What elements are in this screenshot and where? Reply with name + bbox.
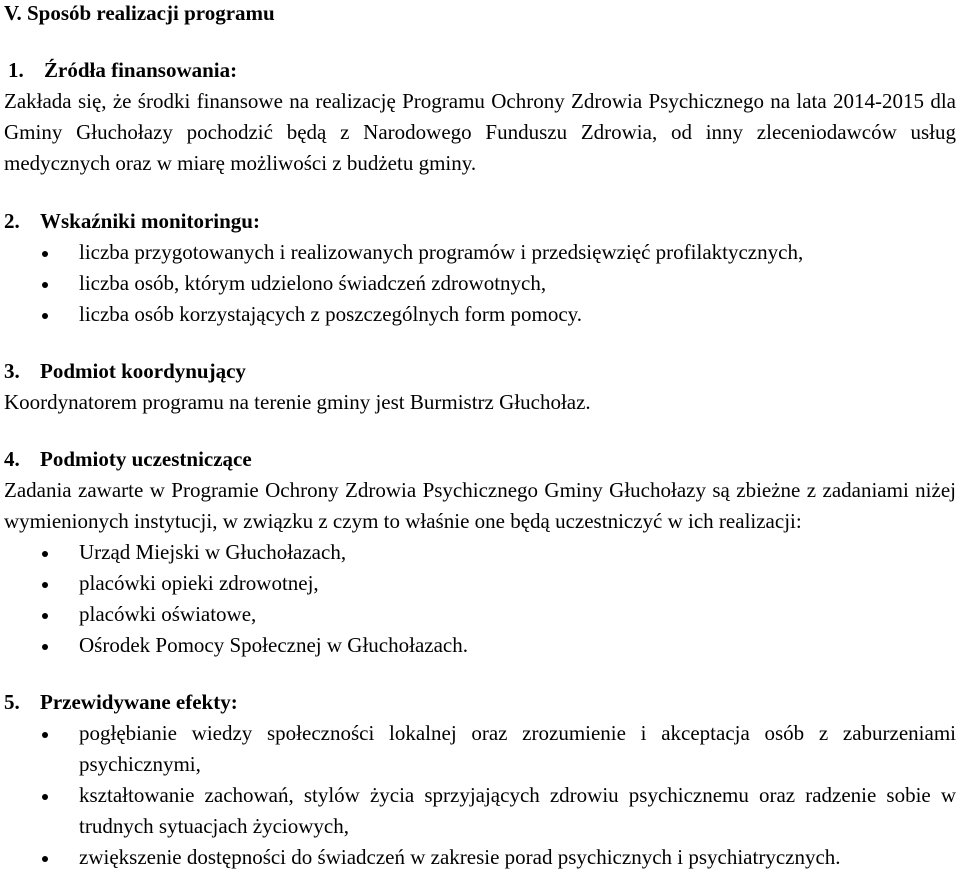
list-item: Urząd Miejski w Głuchołazach, — [4, 537, 956, 568]
section-funding — [4, 55, 956, 179]
section-body: Koordynatorem programu na terenie gminy jest Burmistrz Głuchołaz. — [4, 390, 591, 414]
section-body: Zadania zawarte w Programie Ochrony Zdrowia Psychicznego Gminy Głuchołazy są zbieżne z zadaniami niżej wymienionych instytucji, w związku z czym to właśnie one będą uczestniczyć w ich realizacji: — [4, 478, 956, 533]
section-heading — [4, 444, 956, 475]
bullet-icon — [42, 613, 48, 619]
bullet-icon — [42, 856, 48, 862]
bullet-icon — [42, 251, 48, 257]
list-item: Ośrodek Pomocy Społecznej w Głuchołazach. — [4, 630, 956, 661]
section-heading — [4, 356, 956, 387]
bullet-list — [4, 718, 956, 873]
section-title: Wskaźniki monitoringu: — [40, 209, 260, 233]
bullet-list — [4, 237, 956, 330]
section-number: 5. — [4, 690, 20, 714]
list-item: liczba osób korzystających z poszczególnych form pomocy. — [4, 299, 956, 330]
section-number: 2. — [4, 209, 20, 233]
section-number: 1. — [8, 58, 24, 82]
section-body: Zakłada się, że środki finansowe na realizację Programu Ochrony Zdrowia Psychicznego na lata 2014-2015 dla Gminy Głuchołazy pochodzić będą z Narodowego Funduszu Zdrowia, od inny zleceniodawców usług medycznych oraz w miarę możliwości z budżetu gminy. — [4, 89, 956, 175]
section-title: Przewidywane efekty: — [40, 690, 238, 714]
section-number: 3. — [4, 359, 20, 383]
section-title: Podmiot koordynujący — [40, 359, 246, 383]
list-item: liczba przygotowanych i realizowanych programów i przedsięwzięć profilaktycznych, — [4, 237, 956, 268]
bullet-icon — [42, 282, 48, 288]
section-participants — [4, 444, 956, 661]
document-title: V. Sposób realizacji programu — [4, 1, 275, 25]
section-heading — [4, 206, 956, 237]
list-item: placówki opieki zdrowotnej, — [4, 568, 956, 599]
section-heading — [4, 55, 956, 86]
list-item: kształtowanie zachowań, stylów życia sprzyjających zdrowiu psychicznemu oraz radzenie sobie w trudnych sytuacjach życiowych, — [4, 780, 956, 842]
bullet-icon — [42, 582, 48, 588]
section-title: Podmioty uczestniczące — [40, 447, 252, 471]
section-coordinator — [4, 356, 956, 418]
section-heading — [4, 687, 956, 718]
bullet-icon — [42, 794, 48, 800]
bullet-icon — [42, 313, 48, 319]
list-item: zwiększenie dostępności do świadczeń w zakresie porad psychicznych i psychiatrycznych. — [4, 842, 956, 873]
list-item: pogłębianie wiedzy społeczności lokalnej oraz zrozumienie i akceptacja osób z zaburzeniami psychicznymi, — [4, 718, 956, 780]
document-page — [4, 0, 956, 873]
section-number: 4. — [4, 447, 20, 471]
section-expected-effects — [4, 687, 956, 873]
list-item: placówki oświatowe, — [4, 599, 956, 630]
section-monitoring-indicators — [4, 206, 956, 330]
bullet-icon — [42, 644, 48, 650]
section-title: Źródła finansowania: — [44, 58, 238, 82]
list-item: liczba osób, którym udzielono świadczeń zdrowotnych, — [4, 268, 956, 299]
bullet-icon — [42, 732, 48, 738]
bullet-icon — [42, 551, 48, 557]
bullet-list — [4, 537, 956, 661]
